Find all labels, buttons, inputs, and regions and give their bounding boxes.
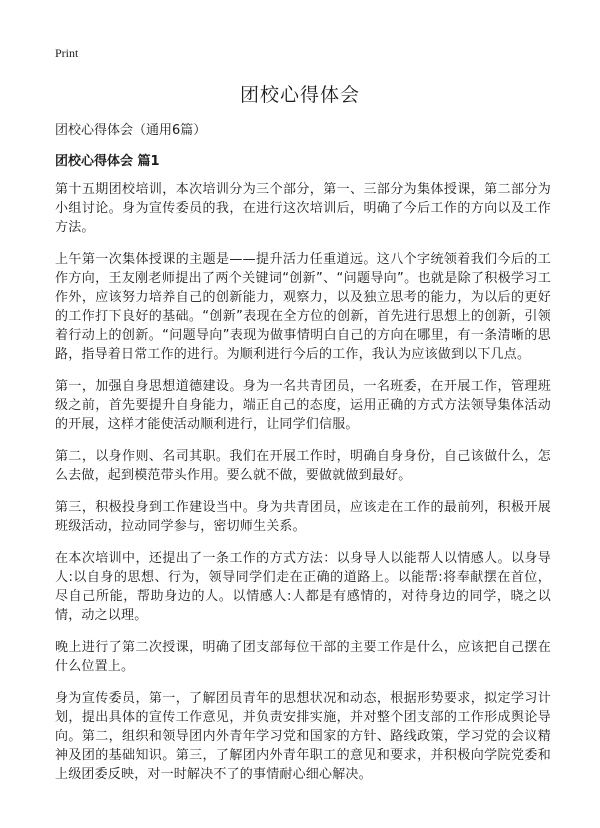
paragraph: 第十五期团校培训，本次培训分为三个部分，第一、三部分为集体授课，第二部分为小组讨论。身为宣传委员的我，在进行这次培训后，明确了今后工作的方向以及工作方法。 [55,182,551,235]
paragraph: 上午第一次集体授课的主题是——提升活力任重道远。这八个字统领着我们今后的工作方向，王友刚老师提出了两个关键词“创新”、“问题导向”。也就是除了积极学习工作外，应该努力培养自己的创新能力，观察力，以及独立思考的能力，为以后的更好的工作打下良好的基础。“创新”表现在全方位的创新，首先进行思想上的创新，引领着行动上的创新。“问题导向”表现为做事情明白自己的方向在哪里，有一条清晰的思路，指导着日常工作的进行。为顺利进行今后的工作，我认为应该做到以下几点。 [55,252,551,362]
page-title: 团校心得体会 [239,84,360,106]
paragraph: 身为宣传委员，第一，了解团员青年的思想状况和动态，根据形势要求，拟定学习计划，提出具体的宣传工作意见，并负责安排实施，并对整个团支部的工作形成舆论导向。第二，组织和领导团内外青年学习党和国家的方针、路线政策，学习党的会议精神及团的基础知识。第三，了解团内外青年职工的意见和要求，并积极向学院党委和上级团委反映，对一时解决不了的事情耐心细心解决。 [55,691,551,782]
section-heading: 团校心得体会 篇1 [55,154,160,169]
document-subtitle: 团校心得体会（通用6篇） [55,123,207,138]
paragraph: 晚上进行了第二次授课，明确了团支部每位干部的主要工作是什么，应该把自己摆在什么位置上。 [55,640,551,674]
print-link[interactable]: Print [55,46,79,60]
paragraph: 第二，以身作则、名司其职。我们在开展工作时，明确自身身份，自己该做什么，怎么去做，起到模范带头作用。要么就不做，要做就做到最好。 [55,449,551,483]
article-body [55,180,551,797]
paragraph: 第一，加强自身思想道德建设。身为一名共青团员，一名班委，在开展工作，管理班级之前，首先要提升自身能力，端正自己的态度，运用正确的方式方法领导集体活动的开展，这样才能使活动顺利进行，让同学们信服。 [55,379,551,432]
paragraph: 第三，积极投身到工作建设当中。身为共青团员，应该走在工作的最前列，积极开展班级活动，拉动同学参与，密切师生关系。 [55,500,551,534]
paragraph: 在本次培训中，还提出了一条工作的方式方法：以身导人以能帮人以情感人。以身导人:以自身的思想、行为，领导同学们走在正确的道路上。以能帮:将奉献摆在首位，尽自己所能，帮助身边的人。以情感人:人都是有感情的，对待身边的同学，晓之以情，动之以理。 [55,551,551,623]
